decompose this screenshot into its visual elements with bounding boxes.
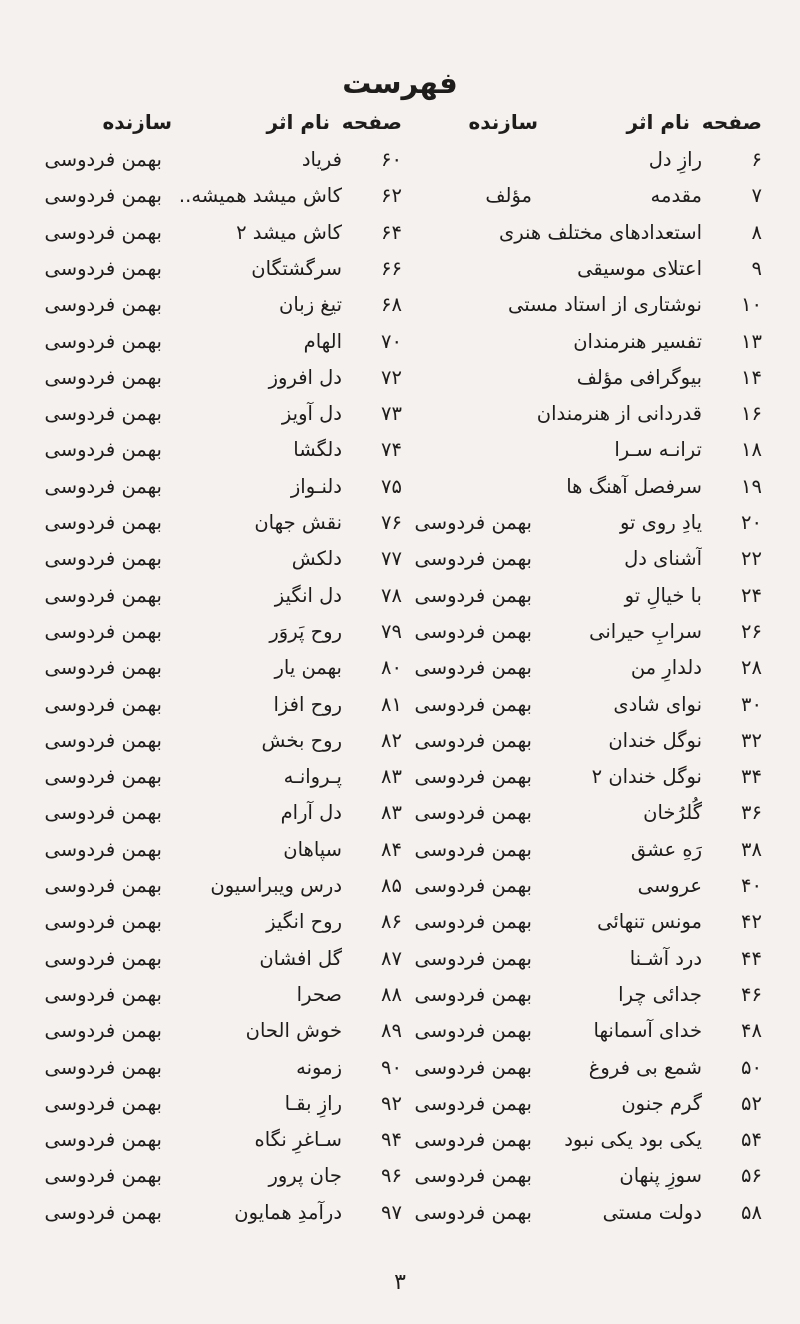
entry-page-number: ۳۰ (741, 692, 762, 716)
entry-work-name: اعتلای موسیقی (577, 256, 702, 280)
entry-page-number: ۴۸ (741, 1019, 762, 1043)
entry-composer: بهمن فردوسی (414, 765, 532, 789)
index-entry (32, 360, 402, 396)
entry-page-number: ۲۲ (741, 547, 762, 571)
entry-work-name: پـروانـه (283, 765, 342, 789)
index-entry (392, 541, 762, 577)
entry-page-number: ۷۵ (381, 474, 402, 498)
entry-composer: بهمن فردوسی (44, 982, 162, 1006)
entry-page-number: ۷۳ (381, 402, 402, 426)
entry-work-name: نوشتاری از استاد مستی (507, 293, 702, 317)
entry-page-number: ۷۶ (381, 511, 402, 534)
entry-work-name: جان پرور (268, 1164, 342, 1188)
entry-page-number: ۹۲ (381, 1091, 402, 1115)
index-entry (32, 941, 402, 977)
entry-composer: بهمن فردوسی (44, 583, 162, 607)
index-entry (32, 977, 402, 1013)
index-entry (32, 324, 402, 360)
entry-work-name: سرابِ حیرانی (589, 619, 702, 643)
index-entry (32, 541, 402, 577)
entry-work-name: گرم جنون (621, 1091, 702, 1115)
entry-page-number: ۳۸ (741, 837, 762, 861)
entry-composer: بهمن فردوسی (44, 148, 162, 171)
index-entry (392, 759, 762, 795)
entry-work-name: نوگل خندان (608, 728, 702, 752)
entry-work-name: سرفصل آهنگ ها (566, 474, 702, 498)
entry-page-number: ۸۵ (381, 874, 402, 897)
entry-page-number: ۷۹ (381, 619, 402, 643)
entry-page-number: ۶۰ (381, 148, 402, 171)
entry-work-name: ترانـه سـرا (614, 438, 702, 462)
entry-work-name: دل آرام (280, 801, 342, 825)
entry-composer: بهمن فردوسی (44, 874, 162, 897)
index-entry (32, 432, 402, 468)
entry-work-name: جدائی چرا (618, 982, 702, 1006)
entry-work-name: دلگشا (293, 438, 342, 462)
index-entry (392, 578, 762, 614)
entry-page-number: ۸۲ (381, 728, 402, 752)
entry-composer: بهمن فردوسی (44, 765, 162, 789)
index-entry (32, 1086, 402, 1122)
entry-work-name: نقش جهان (254, 511, 342, 534)
page-title: فهرست (342, 66, 458, 100)
entry-composer: بهمن فردوسی (44, 256, 162, 280)
entry-work-name: صحرا (296, 982, 342, 1006)
index-entry (32, 178, 402, 214)
index-entry (392, 1086, 762, 1122)
entry-composer: بهمن فردوسی (414, 583, 532, 607)
entry-page-number: ۵۲ (741, 1091, 762, 1115)
entry-composer: بهمن فردوسی (414, 1055, 532, 1079)
entry-work-name: زمونه (296, 1055, 342, 1079)
entry-work-name: الهام (303, 329, 342, 353)
entry-composer: بهمن فردوسی (44, 1164, 162, 1188)
entry-page-number: ۹۴ (381, 1128, 402, 1152)
entry-composer: بهمن فردوسی (44, 438, 162, 462)
header-work-right: نام اثر (626, 110, 690, 134)
index-entry (392, 832, 762, 868)
index-entry (392, 1195, 762, 1231)
index-entry (392, 324, 762, 360)
entry-work-name: رازِ دل (648, 148, 702, 171)
entry-composer: بهمن فردوسی (414, 511, 532, 534)
index-entry (32, 1013, 402, 1049)
entry-composer: بهمن فردوسی (44, 656, 162, 680)
entry-work-name: روح پَروَر (269, 619, 342, 643)
index-entry (392, 142, 762, 178)
entry-page-number: ۶۴ (381, 220, 402, 244)
entry-composer: بهمن فردوسی (414, 1128, 532, 1152)
entry-page-number: ۶۲ (381, 184, 402, 208)
entry-composer: بهمن فردوسی (44, 1019, 162, 1043)
entry-composer: بهمن فردوسی (44, 1055, 162, 1079)
index-entry (32, 251, 402, 287)
entry-page-number: ۶ (751, 148, 762, 171)
header-work-left: نام اثر (266, 110, 330, 134)
entry-page-number: ۵۶ (741, 1164, 762, 1188)
entry-work-name: مونس تنهائی (597, 910, 702, 934)
header-composer-left: سازنده (102, 110, 172, 134)
index-entry (32, 578, 402, 614)
entry-composer: بهمن فردوسی (414, 982, 532, 1006)
entry-work-name: دل افروز (268, 365, 342, 389)
entry-work-name: درآمدِ همایون (234, 1200, 342, 1224)
entry-composer: بهمن فردوسی (414, 1164, 532, 1188)
entry-work-name: استعدادهای مختلف هنری (498, 220, 702, 244)
entry-work-name: دولت مستی (602, 1200, 702, 1224)
entry-page-number: ۹۷ (381, 1200, 402, 1224)
entry-page-number: ۷۸ (381, 583, 402, 607)
index-entry (32, 287, 402, 323)
entry-page-number: ۳۶ (741, 801, 762, 825)
entry-page-number: ۱۸ (741, 438, 762, 462)
entry-work-name: تیغ زبان (279, 293, 342, 317)
entry-composer: بهمن فردوسی (414, 547, 532, 571)
index-entry (32, 614, 402, 650)
entry-work-name: نوگل خندان ۲ (591, 765, 702, 789)
entry-work-name: روح انگیز (266, 910, 342, 934)
entry-composer: بهمن فردوسی (44, 946, 162, 970)
entry-composer: بهمن فردوسی (44, 692, 162, 716)
entry-work-name: مقدمه (650, 184, 702, 208)
page-number: ۳ (394, 1270, 406, 1295)
entry-page-number: ۸۱ (381, 692, 402, 716)
entry-page-number: ۸۳ (381, 801, 402, 825)
index-entry (32, 759, 402, 795)
index-entry (392, 904, 762, 940)
entry-composer: بهمن فردوسی (44, 547, 162, 571)
entry-work-name: رازِ بقـا (284, 1091, 342, 1115)
entry-composer: بهمن فردوسی (44, 220, 162, 244)
index-entry (392, 941, 762, 977)
entry-composer: بهمن فردوسی (44, 329, 162, 353)
entry-composer: بهمن فردوسی (44, 910, 162, 934)
entry-page-number: ۴۶ (741, 982, 762, 1006)
index-entry (392, 687, 762, 723)
header-page-left: صفحه (341, 110, 402, 134)
entry-work-name: دلنـواز (290, 474, 342, 498)
entry-composer: بهمن فردوسی (414, 656, 532, 680)
entry-page-number: ۹۰ (381, 1055, 402, 1079)
entry-work-name: یادِ روی تو (619, 511, 702, 534)
entry-work-name: گُلرُخان (643, 801, 702, 825)
index-entry (32, 904, 402, 940)
entry-work-name: رَهِ عشق (630, 837, 702, 861)
entry-composer: بهمن فردوسی (44, 293, 162, 317)
index-entry (392, 650, 762, 686)
entry-page-number: ۳۴ (741, 765, 762, 789)
entry-page-number: ۸ (751, 220, 762, 244)
entry-composer: بهمن فردوسی (44, 511, 162, 534)
entry-page-number: ۴۴ (741, 946, 762, 970)
entry-page-number: ۷۴ (381, 438, 402, 462)
entry-work-name: دل آویز (281, 402, 342, 426)
entry-work-name: دلدارِ من (630, 656, 702, 680)
entry-work-name: روح افزا (273, 692, 342, 716)
index-entry (32, 832, 402, 868)
index-entry (392, 868, 762, 904)
entry-composer: بهمن فردوسی (414, 1200, 532, 1224)
entry-composer: بهمن فردوسی (44, 1128, 162, 1152)
entry-page-number: ۱۹ (741, 474, 762, 498)
index-entry (32, 868, 402, 904)
entry-page-number: ۴۰ (741, 874, 762, 897)
entry-page-number: ۷۲ (381, 365, 402, 389)
entry-work-name: قدردانی از هنرمندان (536, 402, 702, 426)
entry-work-name: عروسی (637, 874, 702, 897)
header-page-right: صفحه (701, 110, 762, 134)
entry-work-name: روح بخش (261, 728, 342, 752)
entry-work-name: دلکش (291, 547, 342, 571)
entry-page-number: ۱۳ (741, 329, 762, 353)
index-entry (392, 469, 762, 505)
index-entry (32, 1122, 402, 1158)
entry-composer: مؤلف (485, 184, 532, 208)
index-entry (32, 215, 402, 251)
index-entry (392, 977, 762, 1013)
index-entry (32, 396, 402, 432)
entry-page-number: ۶۶ (381, 256, 402, 280)
index-entry (32, 142, 402, 178)
entry-page-number: ۷۰ (381, 329, 402, 353)
index-entry (392, 360, 762, 396)
entry-work-name: نوای شادی (613, 692, 702, 716)
entry-composer: بهمن فردوسی (414, 837, 532, 861)
entry-work-name: سـاغرِ نگاه (254, 1128, 342, 1152)
entry-composer: بهمن فردوسی (44, 837, 162, 861)
entry-work-name: سرگشتگان (251, 256, 342, 280)
entry-composer: بهمن فردوسی (414, 728, 532, 752)
index-entry (392, 432, 762, 468)
entry-work-name: شمع بی فروغ (588, 1055, 702, 1079)
index-entry (392, 1158, 762, 1194)
entry-work-name: درس ویبراسیون (210, 874, 342, 897)
entry-work-name: یکی بود یکی نبود (564, 1128, 702, 1152)
entry-page-number: ۸۷ (381, 946, 402, 970)
index-entry (392, 505, 762, 541)
entry-page-number: ۳۲ (741, 728, 762, 752)
entry-work-name: آشنای دل (624, 547, 702, 571)
entry-work-name: سوزِ پنهان (619, 1164, 702, 1188)
index-entry (32, 505, 402, 541)
index-entry (392, 1122, 762, 1158)
entry-page-number: ۸۳ (381, 765, 402, 789)
entry-work-name: فریاد (301, 148, 342, 171)
index-entry (32, 469, 402, 505)
index-entry (32, 723, 402, 759)
entry-composer: بهمن فردوسی (414, 1091, 532, 1115)
entry-composer: بهمن فردوسی (414, 619, 532, 643)
index-entry (392, 396, 762, 432)
entry-work-name: کاش میشد همیشه.. (178, 184, 342, 208)
index-entry (392, 795, 762, 831)
entry-composer: بهمن فردوسی (44, 801, 162, 825)
entry-page-number: ۸۰ (381, 656, 402, 680)
entry-page-number: ۱۶ (741, 402, 762, 426)
entry-composer: بهمن فردوسی (44, 184, 162, 208)
entry-work-name: بیوگرافی مؤلف (576, 365, 702, 389)
entry-page-number: ۴۲ (741, 910, 762, 934)
entry-work-name: خدای آسمانها (593, 1019, 702, 1043)
entry-composer: بهمن فردوسی (44, 402, 162, 426)
entry-page-number: ۲۰ (741, 511, 762, 534)
entry-page-number: ۸۶ (381, 910, 402, 934)
entry-composer: بهمن فردوسی (414, 874, 532, 897)
index-entry (392, 215, 762, 251)
entry-page-number: ۲۴ (741, 583, 762, 607)
entry-composer: بهمن فردوسی (414, 801, 532, 825)
entry-page-number: ۸۸ (381, 982, 402, 1006)
index-entry (392, 723, 762, 759)
entry-page-number: ۸۴ (381, 837, 402, 861)
entry-page-number: ۸۹ (381, 1019, 402, 1043)
entry-work-name: با خیالِ تو (624, 583, 702, 607)
entry-composer: بهمن فردوسی (44, 1091, 162, 1115)
entry-work-name: بهمن یار (274, 656, 342, 680)
index-entry (32, 1195, 402, 1231)
header-composer-right: سازنده (468, 110, 538, 134)
index-entry (32, 687, 402, 723)
index-entry (32, 1050, 402, 1086)
entry-page-number: ۱۴ (741, 365, 762, 389)
entry-page-number: ۵۴ (741, 1128, 762, 1152)
entry-composer: بهمن فردوسی (414, 692, 532, 716)
entry-page-number: ۱۰ (741, 293, 762, 317)
entry-composer: بهمن فردوسی (44, 1200, 162, 1224)
index-entry (392, 251, 762, 287)
index-entry (32, 795, 402, 831)
entry-composer: بهمن فردوسی (44, 619, 162, 643)
entry-work-name: خوش الحان (245, 1019, 342, 1043)
entry-page-number: ۲۶ (741, 619, 762, 643)
entry-page-number: ۶۸ (381, 293, 402, 317)
entry-composer: بهمن فردوسی (44, 365, 162, 389)
entry-page-number: ۹ (751, 256, 762, 280)
entry-composer: بهمن فردوسی (44, 474, 162, 498)
index-entry (32, 650, 402, 686)
entry-page-number: ۹۶ (381, 1164, 402, 1188)
entry-work-name: کاش میشد ۲ (236, 220, 342, 244)
entry-composer: بهمن فردوسی (414, 910, 532, 934)
index-entry (392, 287, 762, 323)
entry-page-number: ۷ (751, 184, 762, 208)
entry-composer: بهمن فردوسی (414, 946, 532, 970)
entry-work-name: دل انگیز (274, 583, 342, 607)
index-entry (392, 1050, 762, 1086)
entry-work-name: سپاهان (283, 837, 342, 861)
entry-work-name: درد آشـنا (629, 946, 702, 970)
entry-composer: بهمن فردوسی (414, 1019, 532, 1043)
index-entry (32, 1158, 402, 1194)
index-entry (392, 1013, 762, 1049)
entry-page-number: ۵۸ (741, 1200, 762, 1224)
entry-composer: بهمن فردوسی (44, 728, 162, 752)
entry-page-number: ۲۸ (741, 656, 762, 680)
index-entry (392, 614, 762, 650)
index-entry (392, 178, 762, 214)
entry-work-name: گل افشان (259, 946, 342, 970)
entry-page-number: ۵۰ (741, 1055, 762, 1079)
entry-work-name: تفسیر هنرمندان (573, 329, 702, 353)
entry-page-number: ۷۷ (381, 547, 402, 571)
